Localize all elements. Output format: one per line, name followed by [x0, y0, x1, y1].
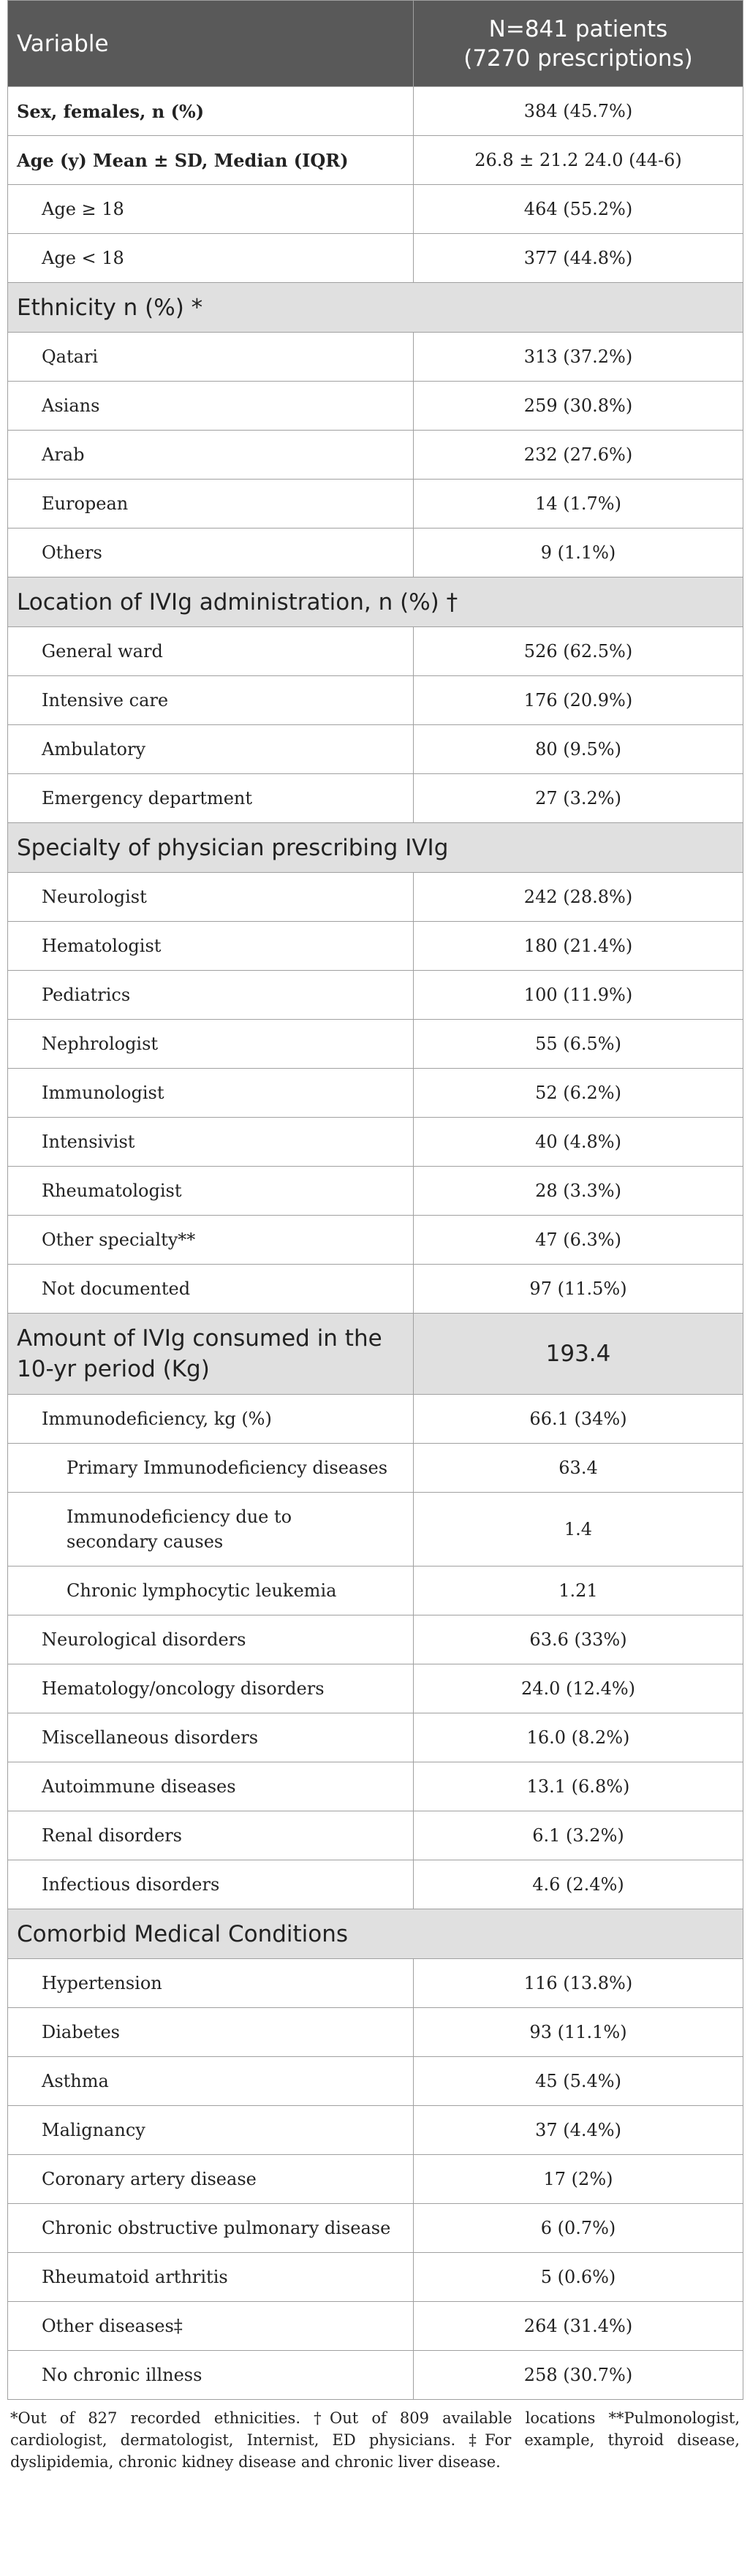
row-value: 264 (31.4%) [414, 2302, 743, 2351]
table-row [8, 2351, 743, 2400]
row-label: Rheumatologist [8, 1167, 414, 1216]
table-row [8, 1118, 743, 1167]
row-label: Miscellaneous disorders [8, 1713, 414, 1762]
table-row [8, 1713, 743, 1762]
row-value: 55 (6.5%) [414, 1020, 743, 1069]
row-label-line2: secondary causes [67, 1531, 224, 1552]
table-row [8, 1567, 743, 1615]
row-label: Age < 18 [8, 234, 414, 283]
table-container [7, 0, 743, 2473]
table-row [8, 1811, 743, 1860]
row-label: Age (y) Mean ± SD, Median (IQR) [8, 136, 414, 185]
row-label: Coronary artery disease [8, 2155, 414, 2204]
row-value: 63.4 [414, 1444, 743, 1493]
row-label: No chronic illness [8, 2351, 414, 2400]
section-header-specialty [8, 823, 743, 873]
row-value: 116 (13.8%) [414, 1959, 743, 2008]
row-value: 259 (30.8%) [414, 382, 743, 431]
table-row [8, 1860, 743, 1909]
row-label: Neurological disorders [8, 1615, 414, 1664]
section-title-line2: 10-yr period (Kg) [17, 1356, 210, 1382]
table-row [8, 529, 743, 577]
row-value: 1.4 [414, 1493, 743, 1567]
row-value: 97 (11.5%) [414, 1265, 743, 1314]
row-label: Renal disorders [8, 1811, 414, 1860]
row-value: 63.6 (33%) [414, 1615, 743, 1664]
table-row [8, 234, 743, 283]
row-label: Chronic lymphocytic leukemia [8, 1567, 414, 1615]
row-value: 1.21 [414, 1567, 743, 1615]
table-row [8, 333, 743, 382]
table-row [8, 971, 743, 1020]
table-row [8, 1265, 743, 1314]
row-value: 80 (9.5%) [414, 725, 743, 774]
section-header-location [8, 577, 743, 627]
row-value: 6 (0.7%) [414, 2204, 743, 2253]
table-row [8, 922, 743, 971]
header-count [414, 1, 743, 87]
row-label: Malignancy [8, 2106, 414, 2155]
row-label: Ambulatory [8, 725, 414, 774]
row-label: Other specialty** [8, 1216, 414, 1265]
row-value: 258 (30.7%) [414, 2351, 743, 2400]
row-value: 313 (37.2%) [414, 333, 743, 382]
table-row [8, 1216, 743, 1265]
table-row [8, 627, 743, 676]
row-label: Age ≥ 18 [8, 185, 414, 234]
row-value: 526 (62.5%) [414, 627, 743, 676]
row-value: 16.0 (8.2%) [414, 1713, 743, 1762]
row-label: Sex, females, n (%) [8, 87, 414, 136]
row-value: 100 (11.9%) [414, 971, 743, 1020]
row-value: 6.1 (3.2%) [414, 1811, 743, 1860]
row-label: Nephrologist [8, 1020, 414, 1069]
row-label: Chronic obstructive pulmonary disease [8, 2204, 414, 2253]
row-value: 45 (5.4%) [414, 2057, 743, 2106]
table-row [8, 1959, 743, 2008]
table-row [8, 480, 743, 529]
row-value: 5 (0.6%) [414, 2253, 743, 2302]
table-row [8, 1664, 743, 1713]
section-header-comorbid [8, 1909, 743, 1959]
row-label: General ward [8, 627, 414, 676]
row-label: Hematologist [8, 922, 414, 971]
table-row [8, 1395, 743, 1444]
table-row [8, 1762, 743, 1811]
header-count-line2: (7270 prescriptions) [463, 45, 693, 72]
row-label: European [8, 480, 414, 529]
row-value: 176 (20.9%) [414, 676, 743, 725]
row-label: Intensivist [8, 1118, 414, 1167]
table-row [8, 725, 743, 774]
row-label: Intensive care [8, 676, 414, 725]
row-value: 242 (28.8%) [414, 873, 743, 922]
table-row [8, 136, 743, 185]
row-label: Others [8, 529, 414, 577]
row-label: Asians [8, 382, 414, 431]
section-title-line1: Amount of IVIg consumed in the [17, 1325, 382, 1352]
row-label-line1: Immunodeficiency due to [67, 1507, 292, 1527]
row-value: 464 (55.2%) [414, 185, 743, 234]
row-value: 24.0 (12.4%) [414, 1664, 743, 1713]
row-label: Diabetes [8, 2008, 414, 2057]
row-value: 26.8 ± 21.2 24.0 (44-6) [414, 136, 743, 185]
row-label: Rheumatoid arthritis [8, 2253, 414, 2302]
row-value: 66.1 (34%) [414, 1395, 743, 1444]
section-title [8, 1314, 414, 1395]
section-header-amount [8, 1314, 743, 1395]
section-total: 193.4 [414, 1314, 743, 1395]
table-row [8, 2106, 743, 2155]
row-value: 40 (4.8%) [414, 1118, 743, 1167]
table-row [8, 2253, 743, 2302]
table-row [8, 2057, 743, 2106]
table-row [8, 2302, 743, 2351]
table-row [8, 1615, 743, 1664]
row-label: Arab [8, 431, 414, 480]
row-label: Immunologist [8, 1069, 414, 1118]
row-label: Infectious disorders [8, 1860, 414, 1909]
row-value: 17 (2%) [414, 2155, 743, 2204]
row-value: 4.6 (2.4%) [414, 1860, 743, 1909]
row-label: Hypertension [8, 1959, 414, 2008]
table-header-row [8, 1, 743, 87]
row-label: Immunodeficiency, kg (%) [8, 1395, 414, 1444]
row-value: 377 (44.8%) [414, 234, 743, 283]
row-value: 37 (4.4%) [414, 2106, 743, 2155]
row-value: 13.1 (6.8%) [414, 1762, 743, 1811]
row-label: Pediatrics [8, 971, 414, 1020]
table-row [8, 431, 743, 480]
row-value: 232 (27.6%) [414, 431, 743, 480]
row-label: Emergency department [8, 774, 414, 823]
row-label: Primary Immunodeficiency diseases [8, 1444, 414, 1493]
row-value: 52 (6.2%) [414, 1069, 743, 1118]
table-row [8, 676, 743, 725]
section-title: Location of IVIg administration, n (%) † [8, 577, 743, 627]
row-value: 180 (21.4%) [414, 922, 743, 971]
table-row [8, 1020, 743, 1069]
section-title: Specialty of physician prescribing IVIg [8, 823, 743, 873]
row-label: Other diseases‡ [8, 2302, 414, 2351]
table-row [8, 1493, 743, 1567]
table-footnote: *Out of 827 recorded ethnicities. †Out of 809 available locations **Pulmonologist, cardiologist, dermatologist, Internist, ED physicians. ‡For example, thyroid disease, dyslipidemia, chronic kidney disease and chronic liver disease. [10, 2409, 740, 2471]
table-row [8, 2008, 743, 2057]
section-title: Ethnicity n (%) * [8, 283, 743, 333]
row-value: 27 (3.2%) [414, 774, 743, 823]
row-value: 93 (11.1%) [414, 2008, 743, 2057]
row-value: 384 (45.7%) [414, 87, 743, 136]
row-label: Not documented [8, 1265, 414, 1314]
header-count-line1: N=841 patients [488, 15, 668, 42]
table-row [8, 185, 743, 234]
header-variable: Variable [8, 1, 414, 87]
table-row [8, 2204, 743, 2253]
table-row [8, 1444, 743, 1493]
table-row [8, 382, 743, 431]
table-row [8, 2155, 743, 2204]
row-label: Hematology/oncology disorders [8, 1664, 414, 1713]
section-header-ethnicity [8, 283, 743, 333]
row-label [8, 1493, 414, 1567]
row-value: 9 (1.1%) [414, 529, 743, 577]
row-label: Autoimmune diseases [8, 1762, 414, 1811]
row-label: Asthma [8, 2057, 414, 2106]
row-label: Qatari [8, 333, 414, 382]
section-title: Comorbid Medical Conditions [8, 1909, 743, 1959]
table-row [8, 1069, 743, 1118]
row-value: 47 (6.3%) [414, 1216, 743, 1265]
row-value: 14 (1.7%) [414, 480, 743, 529]
table-row [8, 87, 743, 136]
table-row [8, 873, 743, 922]
row-value: 28 (3.3%) [414, 1167, 743, 1216]
table-row [8, 1167, 743, 1216]
row-label: Neurologist [8, 873, 414, 922]
patient-characteristics-table [7, 0, 743, 2400]
table-row [8, 774, 743, 823]
